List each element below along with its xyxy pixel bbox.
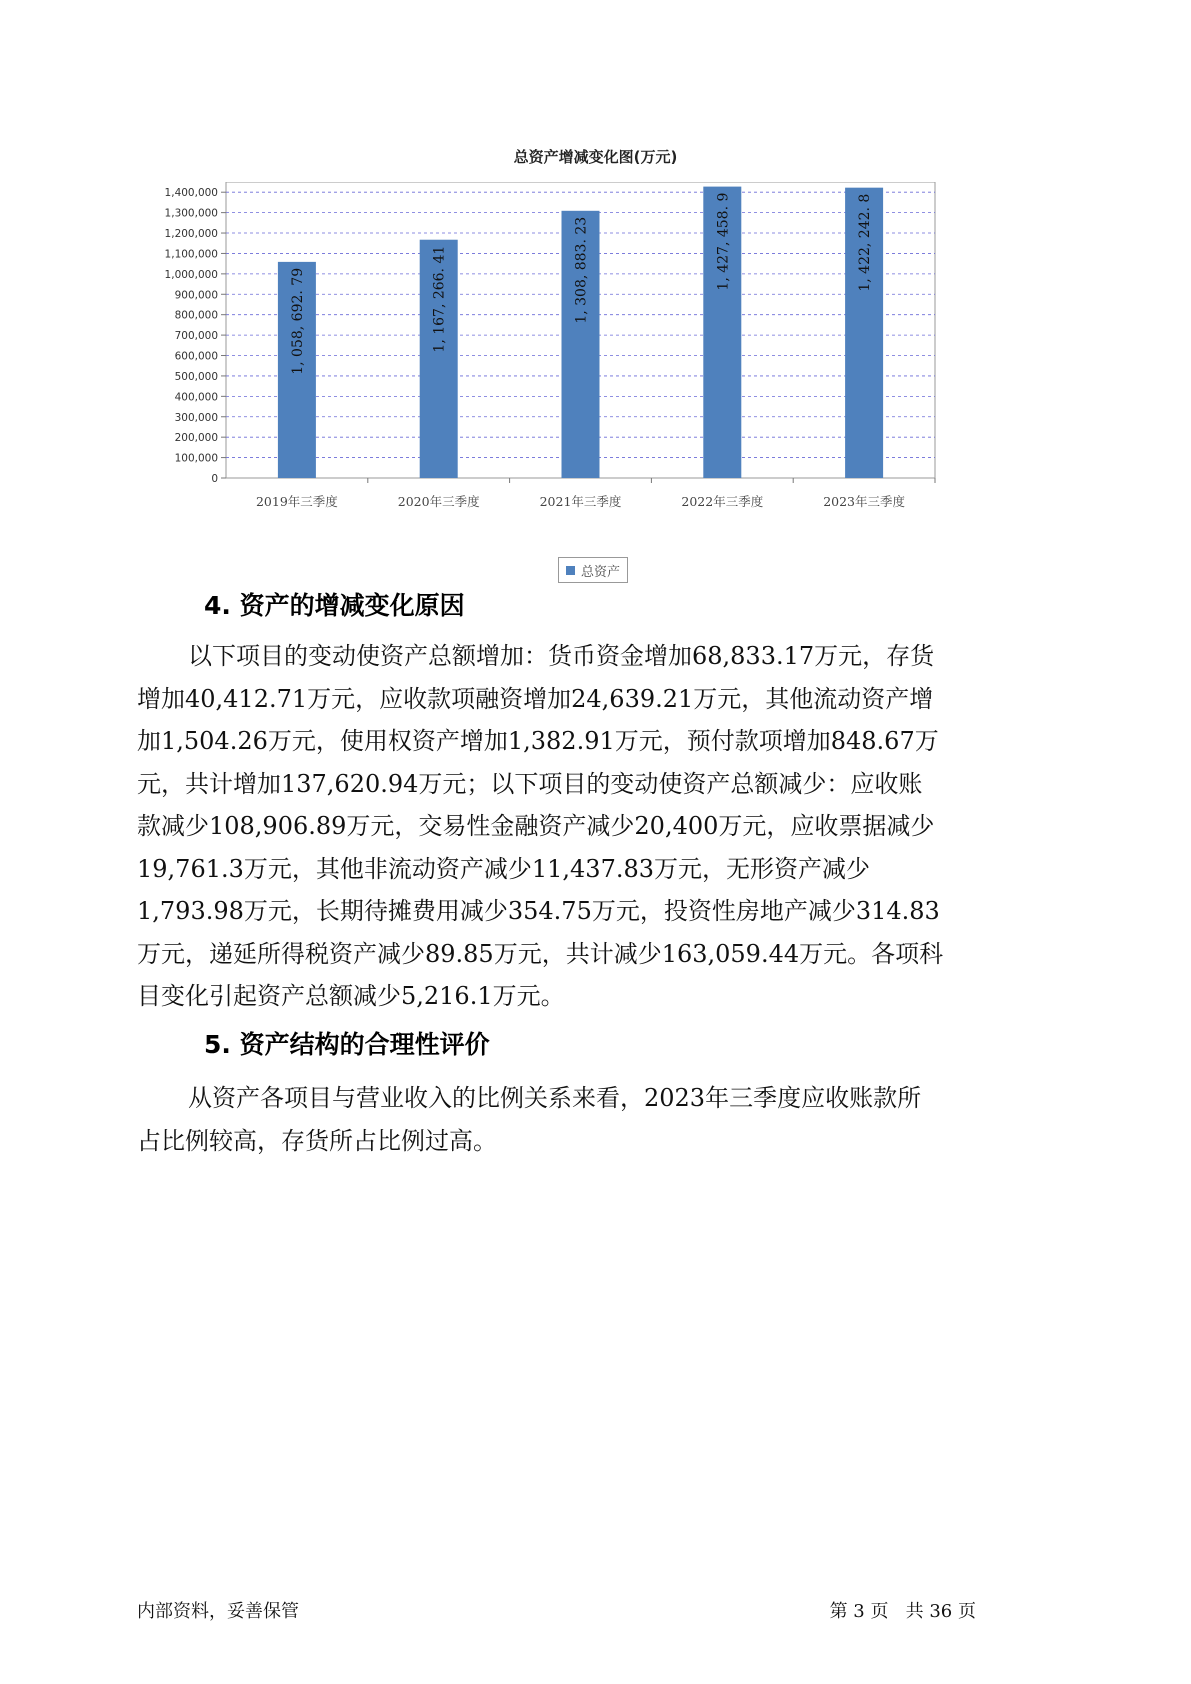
section4-line: 元，共计增加137,620.94万元；以下项目的变动使资产总额减少：应收账 [137,769,923,798]
section4-line: 万元，递延所得税资产减少89.85万元，共计减少163,059.44万元。各项科 [137,939,944,968]
y-tick-label: 300,000 [174,411,218,424]
section4-line: 19,761.3万元，其他非流动资产减少11,437.83万元，无形资产减少 [137,854,871,883]
section4-line: 增加40,412.71万元，应收款项融资增加24,639.21万元，其他流动资产增 [137,684,934,713]
x-tick-label: 2023年三季度 [823,494,906,509]
y-tick-label: 700,000 [174,330,218,343]
section4-line: 款减少108,906.89万元，交易性金融资产减少20,400万元，应收票据减少 [137,812,935,840]
footer-page-number: 第 3 页 共 36 页 [829,1601,976,1622]
x-tick-label: 2022年三季度 [681,494,764,509]
section4-line: 1,793.98万元，长期待摊费用减少354.75万元，投资性房地产减少314.83 [137,897,940,925]
y-tick-label: 600,000 [174,350,218,363]
y-tick-label: 1,400,000 [164,187,218,200]
section4-line: 目变化引起资产总额减少5,216.1万元。 [137,982,565,1010]
section5-line: 从资产各项目与营业收入的比例关系来看，2023年三季度应收账款所 [188,1084,922,1112]
legend-swatch [566,566,575,575]
bar-data-label: 1, 308, 883. 23 [573,216,590,324]
section-4-heading: 4. 资产的增减变化原因 [204,591,465,620]
y-tick-label: 1,000,000 [164,268,218,281]
y-tick-label: 800,000 [174,309,218,322]
legend-label: 总资产 [581,564,621,580]
footer-confidential-note: 内部资料，妥善保管 [137,1601,299,1622]
y-tick-label: 900,000 [174,289,218,302]
y-tick-label: 1,200,000 [164,228,218,241]
chart-title: 总资产增减变化图(万元) [513,148,678,166]
y-tick-label: 400,000 [174,391,218,404]
section5-line: 占比例较高，存货所占比例过高。 [137,1126,497,1155]
y-tick-label: 1,300,000 [164,207,218,220]
section4-line: 以下项目的变动使资产总额增加：货币资金增加68,833.17万元，存货 [188,642,935,670]
y-tick-label: 200,000 [174,432,218,445]
y-tick-label: 1,100,000 [164,248,218,261]
x-tick-label: 2019年三季度 [255,494,338,509]
y-tick-label: 0 [211,473,218,485]
section-5-heading: 5. 资产结构的合理性评价 [204,1030,490,1059]
total-assets-bar-chart [150,182,1030,522]
x-tick-label: 2020年三季度 [397,494,480,509]
y-tick-label: 100,000 [174,452,218,465]
bar-data-label: 1, 058, 692. 79 [289,267,306,375]
x-tick-label: 2021年三季度 [539,494,622,509]
section4-line: 加1,504.26万元，使用权资产增加1,382.91万元，预付款项增加848.67万 [137,727,939,755]
bar-data-label: 1, 427, 458. 9 [715,192,732,291]
bar-data-label: 1, 422, 242. 8 [857,193,874,292]
bar-data-label: 1, 167, 266. 41 [431,245,448,353]
chart-legend [558,557,628,583]
y-tick-label: 500,000 [174,370,218,383]
